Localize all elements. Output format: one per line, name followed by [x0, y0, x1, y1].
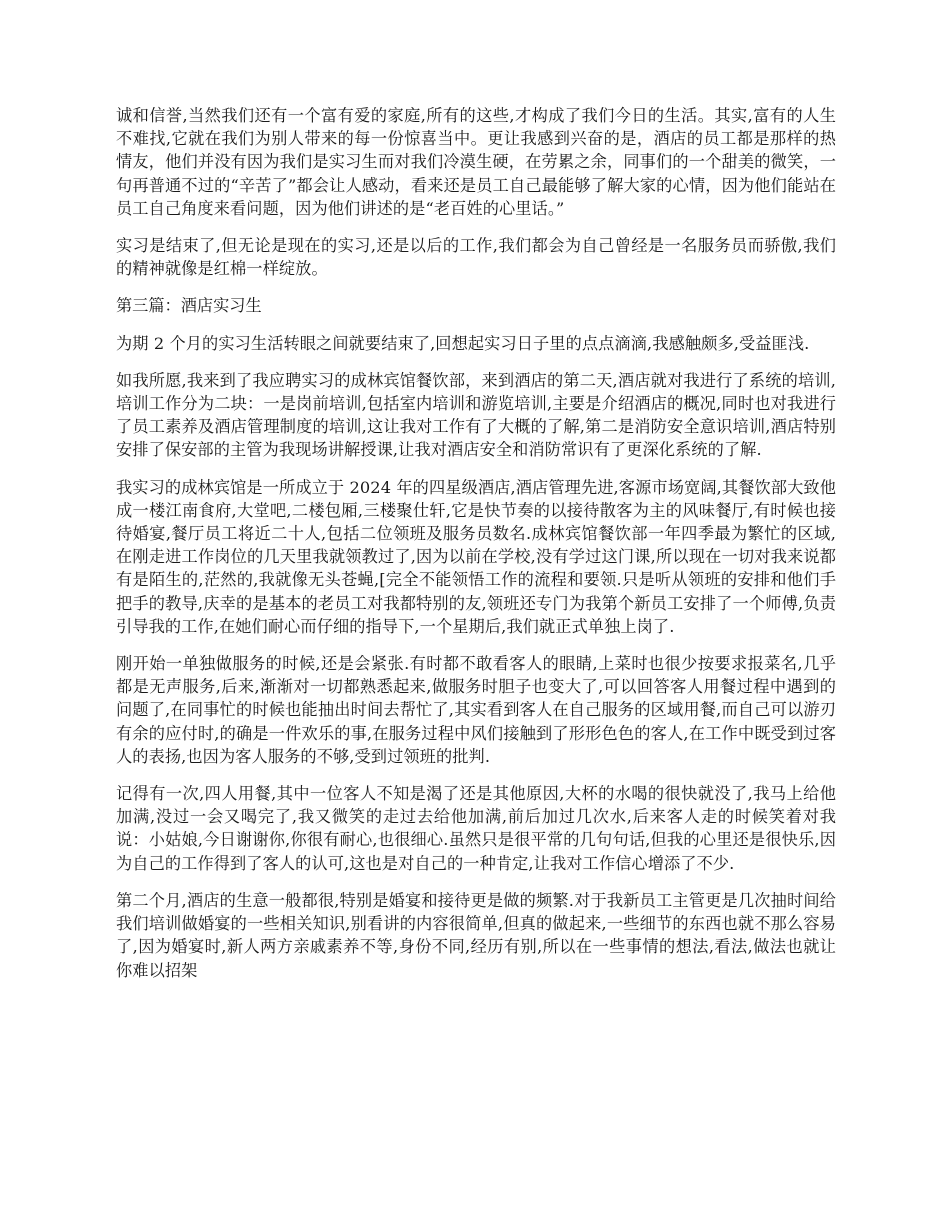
body-paragraph: 记得有一次,四人用餐,其中一位客人不知是渴了还是其他原因,大杯的水喝的很快就没了,我马上给他加满,没过一会又喝完了,我又微笑的走过去给他加满,前后加过几次水,后来客人走的时候笑着对我说：小姑娘,今日谢谢你,你很有耐心,也很细心.虽然只是很平常的几句句话,但我的心里还是很快乐,因为自己的工作得到了客人的认可,这也是对自己的一种肯定,让我对工作信心增添了不少. — [116, 784, 836, 873]
body-paragraph: 为期 2 个月的实习生活转眼之间就要结束了,回想起实习日子里的点点滴滴,我感触颇多,受益匪浅. — [116, 333, 810, 353]
body-paragraph: 刚开始一单独做服务的时候,还是会紧张.有时都不敢看客人的眼睛,上菜时也很少按要求报菜名,几乎都是无声服务,后来,渐渐对一切都熟悉起来,做服务时胆子也变大了,可以回答客人用餐过程中遇到的问题了,在同事忙的时候也能抽出时间去帮忙了,其实看到客人在自己服务的区域用餐,而自己可以游刃有余的应付时,的确是一件欢乐的事,在服务过程中风们接触到了形形色色的客人,在工作中既受到过客人的表扬,也因为客人服务的不够,受到过领班的批判. — [116, 654, 836, 766]
body-paragraph: 我实习的成林宾馆是一所成立于 2024 年的四星级酒店,酒店管理先进,客源市场宽阔,其餐饮部大致他成一楼江南食府,大堂吧,二楼包厢,三楼聚仕轩,它是快节奏的以接待散客为主的风味餐厅,有时候也接待婚宴,餐厅员工将近二十人,包括二位领班及服务员数名.成林宾馆餐饮部一年四季最为繁忙的区域,在刚走进工作岗位的几天里我就领教过了,因为以前在学校,没有学过这门课,所以现在一切对我来说都有是陌生的,茫然的,我就像无头苍蝇,[完全不能领悟工作的流程和要领.只是听从领班的安排和他们手把手的教导,庆幸的是基本的老员工对我都特别的友,领班还专门为我第个新员工安排了一个师傅,负责引导我的工作,在她们耐心而仔细的指导下,一个星期后,我们就正式单独上岗了. — [116, 477, 836, 636]
document-page — [116, 104, 836, 996]
section-heading: 第三篇：酒店实习生 — [116, 296, 262, 316]
body-paragraph: 如我所愿,我来到了我应聘实习的成林宾馆餐饮部，来到酒店的第二天,酒店就对我进行了系统的培训,培训工作分为二块：一是岗前培训,包括室内培训和游览培训,主要是介绍酒店的概况,同时也对我进行了员工素养及酒店管理制度的培训,这让我对工作有了大概的了解,第二是消防安全意识培训,酒店特别安排了保安部的主管为我现场讲解授课,让我对酒店安全和消防常识有了更深化系统的了解. — [116, 370, 836, 460]
body-paragraph: 诚和信誉,当然我们还有一个富有爱的家庭,所有的这些,才构成了我们今日的生活。其实,富有的人生不难找,它就在我们为别人带来的每一份惊喜当中。更让我感到兴奋的是，酒店的员工都是那样的热情友，他们并没有因为我们是实习生而对我们冷漠生硬，在劳累之余，同事们的一个甜美的微笑，一句再普通不过的“辛苦了”都会让人感动，看来还是员工自己最能够了解大家的心情，因为他们能站在员工自己角度来看问题，因为他们讲述的是“老百姓的心里话。” — [116, 106, 836, 218]
body-paragraph: 第二个月,酒店的生意一般都很,特别是婚宴和接待更是做的频繁.对于我新员工主管更是几次抽时间给我们培训做婚宴的一些相关知识,别看讲的内容很简单,但真的做起来,一些细节的东西也就不那么容易了,因为婚宴时,新人两方亲戚素养不等,身份不同,经历有别,所以在一些事情的想法,看法,做法也就让你难以招架 — [116, 890, 836, 980]
body-paragraph: 实习是结束了,但无论是现在的实习,还是以后的工作,我们都会为自己曾经是一名服务员而骄傲,我们的精神就像是红棉一样绽放。 — [116, 236, 836, 279]
